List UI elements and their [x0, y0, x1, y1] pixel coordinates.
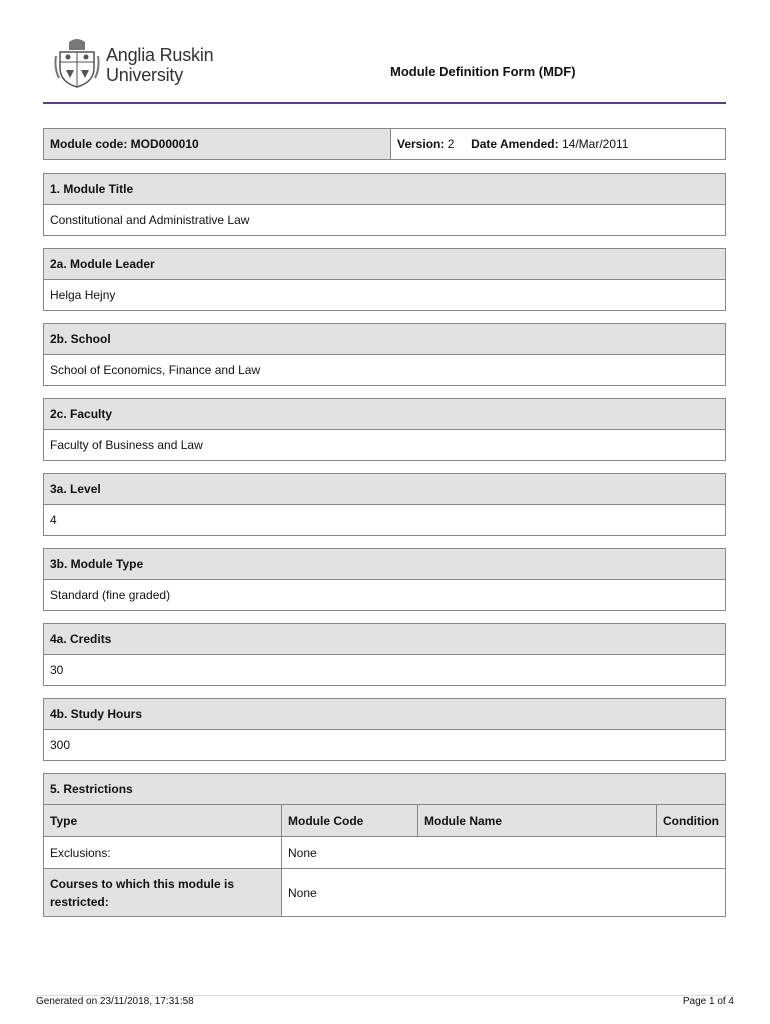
section-value: Faculty of Business and Law — [44, 430, 725, 460]
form-title: Module Definition Form (MDF) — [390, 64, 576, 79]
column-header-module-name: Module Name — [418, 805, 657, 836]
header-divider — [43, 102, 726, 104]
section-faculty — [43, 398, 726, 461]
section-level — [43, 473, 726, 536]
date-amended-label: Date Amended: — [471, 137, 559, 151]
column-header-condition: Condition — [657, 805, 725, 836]
section-heading: 2c. Faculty — [44, 399, 725, 430]
date-amended-value: 14/Mar/2011 — [561, 137, 629, 151]
section-heading: 1. Module Title — [44, 174, 725, 205]
section-value: Standard (fine graded) — [44, 580, 725, 610]
module-code: Module code: MOD000010 — [44, 129, 391, 159]
section-module-type — [43, 548, 726, 611]
restriction-type: Courses to which this module is restricted: — [44, 869, 282, 916]
section-value: Constitutional and Administrative Law — [44, 205, 725, 235]
column-header-type: Type — [44, 805, 282, 836]
section-heading: 4b. Study Hours — [44, 699, 725, 730]
crest-icon — [54, 38, 100, 88]
section-value: School of Economics, Finance and Law — [44, 355, 725, 385]
section-value: 300 — [44, 730, 725, 760]
section-heading: 4a. Credits — [44, 624, 725, 655]
section-school — [43, 323, 726, 386]
page-number: Page 1 of 4 — [682, 996, 734, 1007]
section-heading: 2a. Module Leader — [44, 249, 725, 280]
restriction-value: None — [288, 845, 317, 860]
table-row — [44, 837, 725, 869]
section-heading: 3a. Level — [44, 474, 725, 505]
column-header-module-code: Module Code — [282, 805, 418, 836]
logo-text-line1: Anglia Ruskin — [106, 45, 214, 65]
table-row — [44, 869, 725, 916]
university-logo — [54, 38, 214, 90]
version-value: 2 — [447, 137, 455, 151]
section-value: 30 — [44, 655, 725, 685]
restrictions-header-row — [44, 805, 725, 837]
restrictions-heading: 5. Restrictions — [44, 774, 725, 805]
section-credits — [43, 623, 726, 686]
version-label: Version: — [397, 137, 445, 151]
section-module-leader — [43, 248, 726, 311]
page-header — [0, 0, 770, 106]
logo-text-line2: University — [106, 65, 184, 85]
section-heading: 3b. Module Type — [44, 549, 725, 580]
generated-timestamp: Generated on 23/11/2018, 17:31:58 — [36, 996, 194, 1007]
section-value: Helga Hejny — [44, 280, 725, 310]
section-study-hours — [43, 698, 726, 761]
version-date-cell — [391, 129, 725, 159]
restriction-type: Exclusions: — [44, 837, 282, 868]
module-code-row — [43, 128, 726, 160]
section-value: 4 — [44, 505, 725, 535]
section-heading: 2b. School — [44, 324, 725, 355]
section-module-title — [43, 173, 726, 236]
restriction-value: None — [288, 885, 317, 900]
restrictions-table — [43, 773, 726, 917]
